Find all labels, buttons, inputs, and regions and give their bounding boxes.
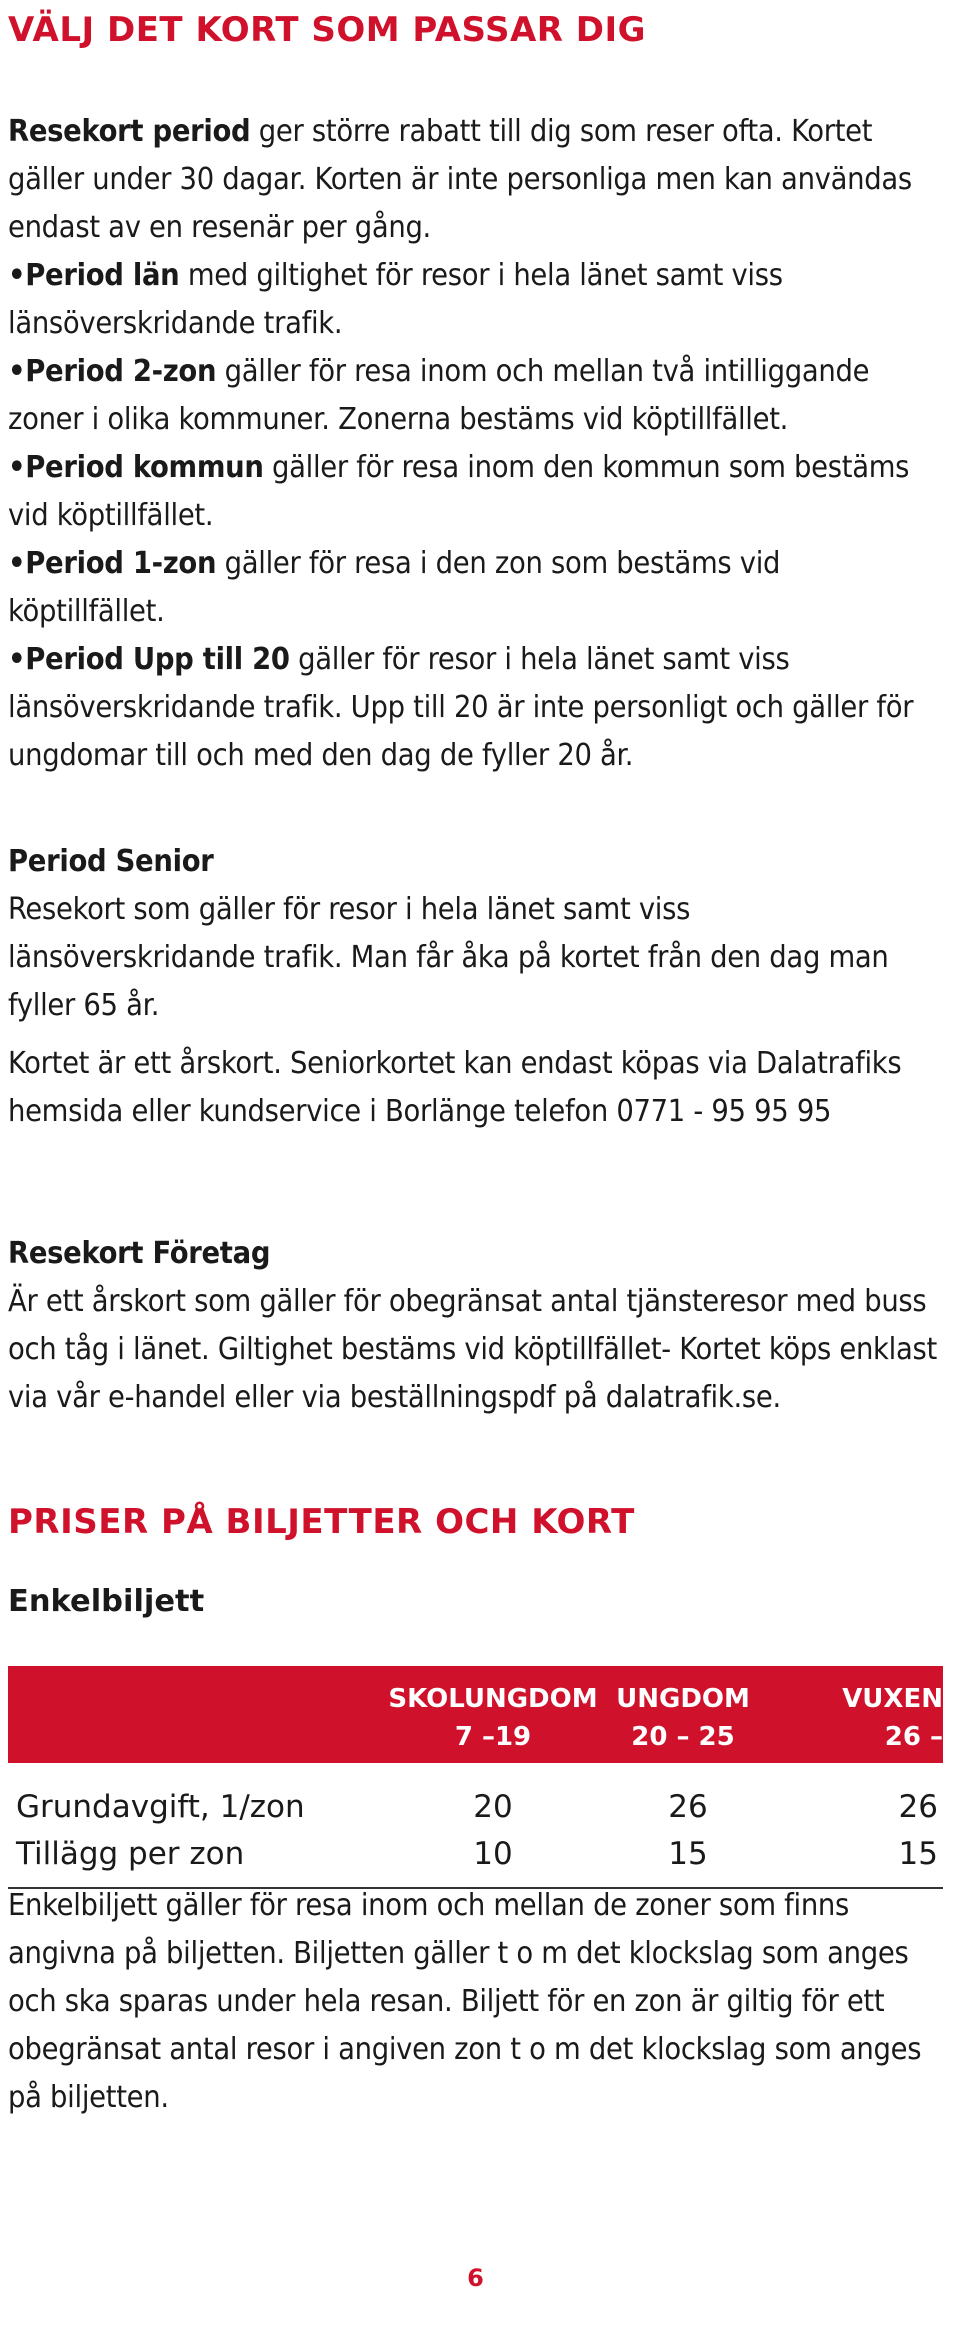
intro-bold: Resekort period <box>8 114 251 149</box>
price-table-header <box>8 1666 943 1763</box>
company-block <box>8 1230 943 1422</box>
price-cell: 10 <box>473 1836 513 1872</box>
bullet-dot-icon: • <box>8 258 26 293</box>
row-label: Tillägg per zon <box>16 1836 245 1872</box>
price-cell: 26 <box>668 1789 708 1825</box>
bullet-item <box>8 636 943 780</box>
price-cell: 26 <box>898 1789 938 1825</box>
company-text: Är ett årskort som gäller för obegränsat antal tjänsteresor med buss och tåg i länet. Giltighet bestäms vid köptillfället- Kortet köps enklast via vår e-handel eller via beställningspdf på dalatrafik.se. <box>8 1284 937 1415</box>
bullet-title: Period 1-zon <box>25 546 217 581</box>
price-table-body <box>8 1763 943 1889</box>
bullet-item <box>8 540 943 636</box>
price-cell: 15 <box>898 1836 938 1872</box>
senior-block <box>8 838 943 1136</box>
bullet-text: med giltighet för resor i hela länet samt viss länsöverskridande trafik. <box>8 258 783 341</box>
senior-text-1: Resekort som gäller för resor i hela länet samt viss länsöverskridande trafik. Man får åka på kortet från den dag man fyller 65 år. <box>8 892 889 1023</box>
bullet-title: Period län <box>25 258 180 293</box>
bullet-dot-icon: • <box>8 450 26 485</box>
column-header-youth <box>608 1680 758 1756</box>
column-age-range: 26 – <box>884 1722 943 1752</box>
column-name: UNGDOM <box>616 1684 750 1714</box>
bullet-text: gäller för resor i hela länet samt viss länsöverskridande trafik. Upp till 20 är inte personligt och gäller för ungdomar till och med den dag de fyller 20 år. <box>8 642 914 773</box>
section-heading-card-choice: VÄLJ DET KORT SOM PASSAR DIG <box>8 10 647 50</box>
bullet-item <box>8 444 943 540</box>
senior-text-2: Kortet är ett årskort. Seniorkortet kan endast köpas via Dalatrafiks hemsida eller kundservice i Borlänge telefon 0771 - 95 95 95 <box>8 1046 902 1129</box>
page-number: 6 <box>467 2264 484 2292</box>
bullet-dot-icon: • <box>8 546 26 581</box>
single-ticket-heading: Enkelbiljett <box>8 1584 205 1619</box>
company-title: Resekort Företag <box>8 1236 271 1271</box>
bullet-item <box>8 252 943 348</box>
price-cell: 15 <box>668 1836 708 1872</box>
bullet-dot-icon: • <box>8 354 26 389</box>
bullet-text: gäller för resa i den zon som bestäms vid köptillfället. <box>8 546 781 629</box>
card-info-block <box>8 108 943 780</box>
bullet-text: gäller för resa inom och mellan två intilliggande zoner i olika kommuner. Zonerna bestäms vid köptillfället. <box>8 354 870 437</box>
column-name: SKOLUNGDOM <box>388 1684 598 1714</box>
row-label: Grundavgift, 1/zon <box>16 1789 305 1825</box>
column-header-adult <box>798 1680 943 1756</box>
bullet-dot-icon: • <box>8 642 26 677</box>
intro-text: ger större rabatt till dig som reser ofta. Kortet gäller under 30 dagar. Korten är inte personliga men kan användas endast av en resenär per gång. <box>8 114 912 245</box>
bullet-title: Period Upp till 20 <box>25 642 290 677</box>
column-age-range: 7 –19 <box>454 1722 532 1752</box>
price-table <box>8 1666 943 1889</box>
bullet-text: gäller för resa inom den kommun som bestäms vid köptillfället. <box>8 450 910 533</box>
column-header-schoolyouth <box>388 1680 598 1756</box>
intro-paragraph <box>8 108 943 252</box>
bullet-title: Period kommun <box>25 450 264 485</box>
price-cell: 20 <box>473 1789 513 1825</box>
section-heading-prices: PRISER PÅ BILJETTER OCH KORT <box>8 1502 635 1542</box>
single-ticket-note: Enkelbiljett gäller för resa inom och mellan de zoner som finns angivna på biljetten. Biljetten gäller t o m det klockslag som anges och ska sparas under hela resan. Biljett för en zon är giltig för ett obegränsat antal resor i angiven zon t o m det klockslag som anges på biljetten. <box>8 1888 922 2115</box>
column-name: VUXEN <box>842 1684 943 1714</box>
senior-title: Period Senior <box>8 844 214 879</box>
table-row <box>8 1832 943 1879</box>
bullet-title: Period 2-zon <box>25 354 217 389</box>
bullet-item <box>8 348 943 444</box>
table-row <box>8 1785 943 1832</box>
column-age-range: 20 – 25 <box>631 1722 735 1752</box>
